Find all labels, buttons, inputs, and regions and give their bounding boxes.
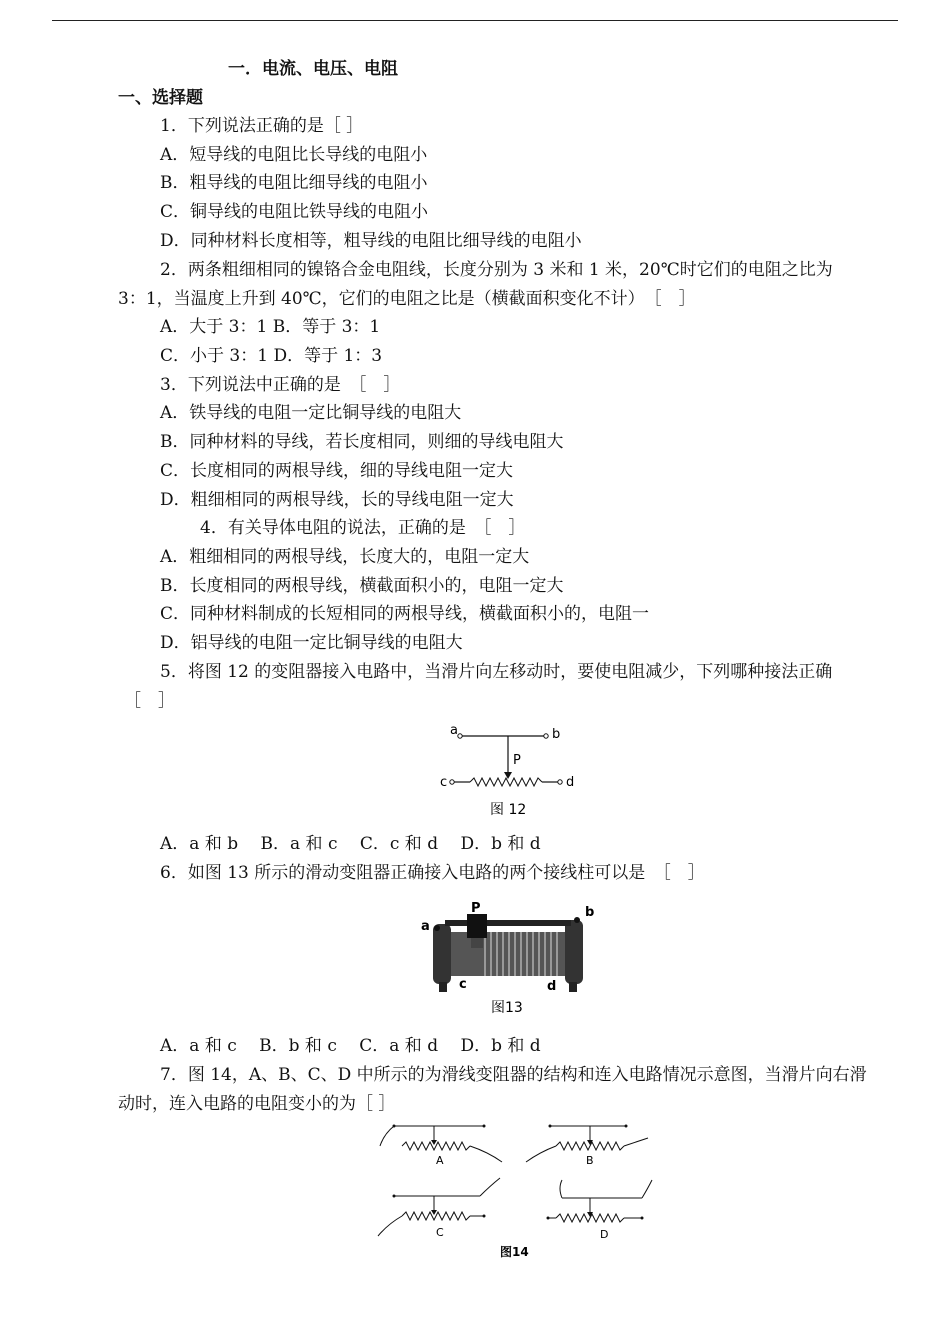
- q3-option-a: A．铁导线的电阻一定比铜导线的电阻大: [160, 403, 462, 423]
- fig13-caption: 图13: [491, 1000, 523, 1016]
- figure-14-rheostat-set: [372, 1118, 672, 1262]
- fig13-label-b: b: [585, 905, 595, 920]
- fig12-label-b: b: [552, 727, 561, 742]
- fig13-label-d: d: [547, 979, 557, 994]
- q3-stem: 3．下列说法中正确的是 ［ ］: [160, 375, 401, 395]
- q4-option-c: C．同种材料制成的长短相同的两根导线，横截面积小的，电阻一: [160, 604, 650, 624]
- q2-stem-line2: 3：1，当温度上升到 40℃，它们的电阻之比是（横截面积变化不计） ［ ］: [118, 289, 696, 309]
- q2-stem-line1: 2．两条粗细相同的镍铬合金电阻线，长度分别为 3 米和 1 米，20℃时它们的电阻之比为: [160, 260, 833, 280]
- q2-options-cd: C．小于 3：1 D．等于 1：3: [160, 346, 383, 366]
- q5-stem-line2: ［ ］: [124, 691, 175, 711]
- q3-option-b: B．同种材料的导线，若长度相同，则细的导线电阻大: [160, 432, 564, 452]
- fig14-label-D: D: [600, 1228, 609, 1241]
- header-rule: [52, 20, 898, 21]
- q1-option-a: A．短导线的电阻比长导线的电阻小: [160, 145, 428, 165]
- figure-12-rheostat: [430, 722, 590, 822]
- fig13-label-c: c: [459, 977, 467, 992]
- q2-options-ab: A．大于 3：1 B．等于 3：1: [160, 317, 381, 337]
- fig12-caption: 图 12: [490, 802, 527, 818]
- q6-stem: 6．如图 13 所示的滑动变阻器正确接入电路的两个接线柱可以是 ［ ］: [160, 863, 705, 883]
- q1-option-b: B．粗导线的电阻比细导线的电阻小: [160, 173, 428, 193]
- fig14-label-A: A: [436, 1154, 444, 1167]
- fig14-label-C: C: [436, 1226, 444, 1239]
- fig13-label-p: P: [471, 901, 481, 916]
- q4-stem: 4．有关导体电阻的说法，正确的是 ［ ］: [200, 518, 526, 538]
- q4-option-d: D．铝导线的电阻一定比铜导线的电阻大: [160, 633, 463, 653]
- fig14-label-B: B: [586, 1154, 594, 1167]
- q3-option-d: D．粗细相同的两根导线，长的导线电阻一定大: [160, 490, 514, 510]
- q5-options: A．a 和 b B．a 和 c C．c 和 d D．b 和 d: [160, 834, 541, 854]
- q4-option-b: B．长度相同的两根导线，横截面积小的，电阻一定大: [160, 576, 564, 596]
- fig12-label-a: a: [450, 723, 458, 738]
- fig12-label-d: d: [566, 775, 575, 790]
- figure-13-slide-rheostat: [415, 898, 605, 1020]
- q5-stem-line1: 5．将图 12 的变阻器接入电路中，当滑片向左移动时，要使电阻减少，下列哪种接法正确: [160, 662, 833, 682]
- fig13-label-a: a: [421, 919, 430, 934]
- q6-options: A．a 和 c B．b 和 c C．a 和 d D．b 和 d: [160, 1036, 541, 1056]
- q7-stem-line1: 7．图 14，A、B、C、D 中所示的为滑线变阻器的结构和连入电路情况示意图，当滑片向右滑: [160, 1065, 867, 1085]
- page-heading: 一．电流、电压、电阻: [228, 59, 398, 79]
- q1-option-d: D．同种材料长度相等，粗导线的电阻比细导线的电阻小: [160, 231, 582, 251]
- q7-stem-line2: 动时，连入电路的电阻变小的为［ ］: [118, 1094, 396, 1114]
- q1-stem: 1．下列说法正确的是［ ］: [160, 116, 364, 136]
- q4-option-a: A．粗细相同的两根导线，长度大的，电阻一定大: [160, 547, 530, 567]
- section-title: 一、选择题: [118, 88, 203, 108]
- fig14-caption: 图14: [500, 1245, 529, 1259]
- fig12-label-p: P: [513, 753, 521, 768]
- q3-option-c: C．长度相同的两根导线，细的导线电阻一定大: [160, 461, 514, 481]
- q1-option-c: C．铜导线的电阻比铁导线的电阻小: [160, 202, 429, 222]
- fig12-label-c: c: [440, 775, 448, 790]
